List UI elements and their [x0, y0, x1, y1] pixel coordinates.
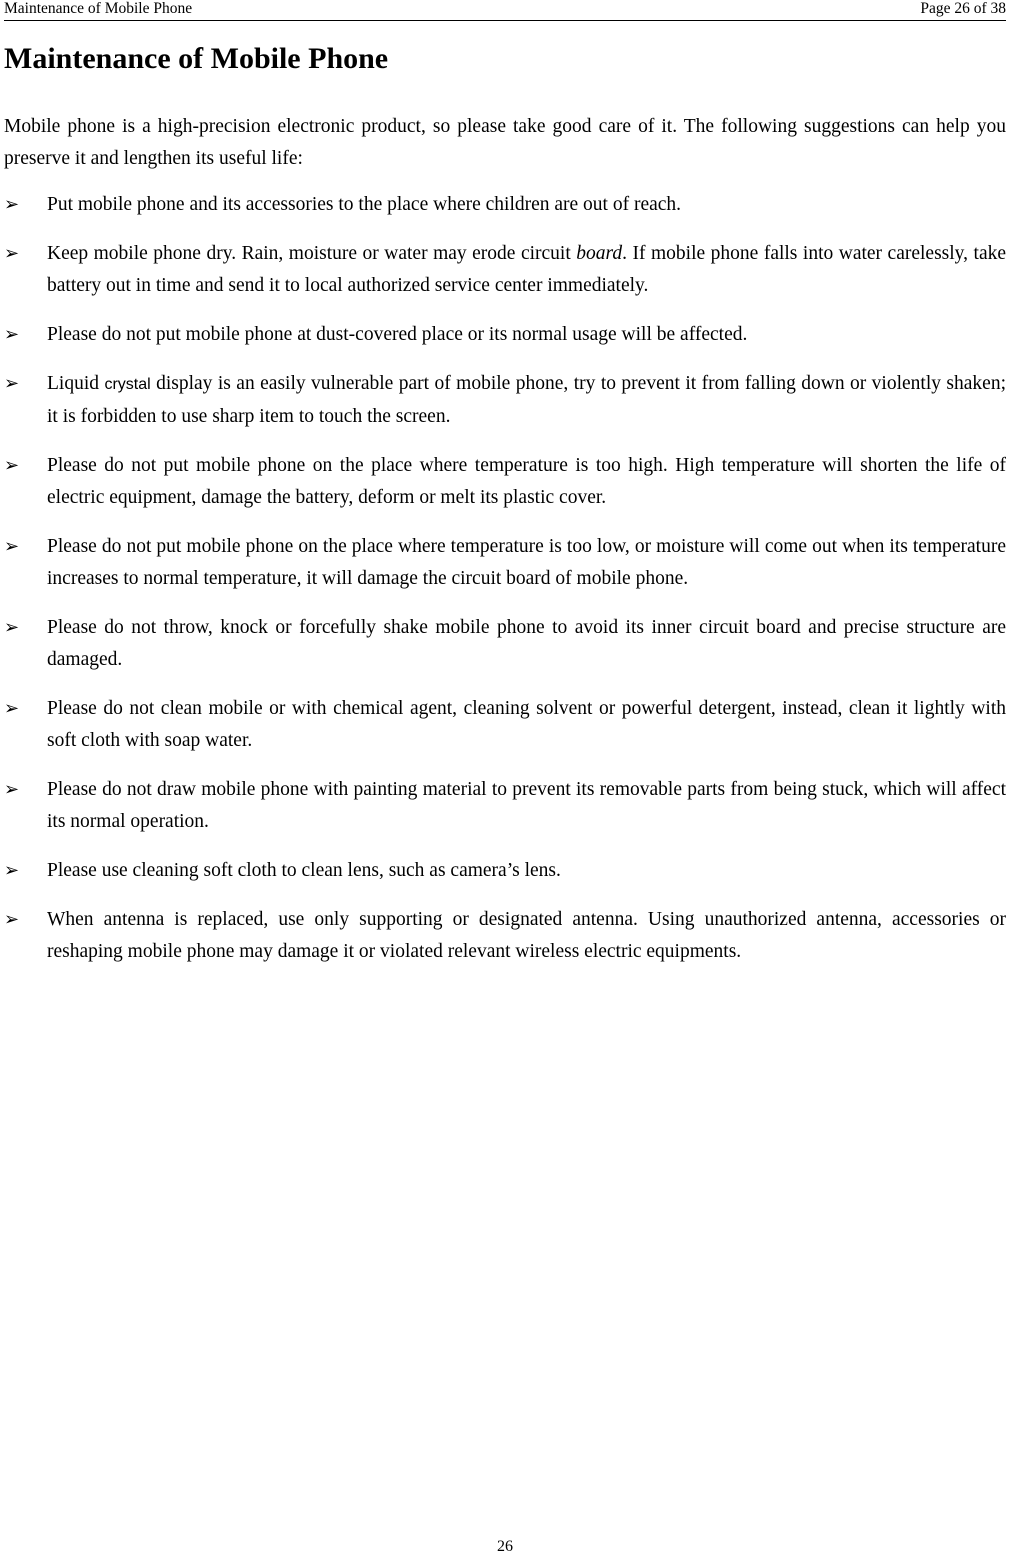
tip-text: Please do not clean mobile or with chemical agent, cleaning solvent or powerful detergent, instead, clean it lightly with soft cloth with soap water.	[47, 698, 1006, 751]
tip-text-part: Liquid	[47, 373, 105, 394]
tip-text: Please do not put mobile phone at dust-covered place or its normal usage will be affected.	[47, 324, 748, 345]
arrowhead-bullet-icon: ➢	[4, 779, 20, 800]
list-item	[4, 855, 1006, 887]
list-item	[4, 368, 1006, 433]
tip-text: Please use cleaning soft cloth to clean lens, such as camera’s lens.	[47, 860, 561, 881]
tip-text	[47, 373, 1006, 427]
tip-sans-word: crystal	[104, 376, 151, 393]
page-title: Maintenance of Mobile Phone	[4, 42, 389, 75]
intro-paragraph: Mobile phone is a high-precision electronic product, so please take good care of it. The following suggestions can help you preserve it and lengthen its useful life:	[4, 116, 1006, 169]
page-header	[4, 0, 1006, 21]
tip-text: Please do not draw mobile phone with painting material to prevent its removable parts from being stuck, which will affect its normal operation.	[47, 779, 1006, 832]
list-item	[4, 189, 1006, 221]
tip-text-part: Keep mobile phone dry. Rain, moisture or water may erode circuit	[47, 243, 577, 264]
list-item	[4, 319, 1006, 351]
arrowhead-bullet-icon: ➢	[4, 455, 20, 476]
tip-text: Please do not put mobile phone on the place where temperature is too low, or moisture will come out when its temperature increases to normal temperature, it will damage the circuit board of mobile phone.	[47, 536, 1006, 589]
list-item	[4, 693, 1006, 757]
running-title: Maintenance of Mobile Phone	[4, 0, 193, 17]
tip-text-part: display is an easily vulnerable part of mobile phone, try to prevent it from falling down or violently shaken; it is forbidden to use sharp item to touch the screen.	[47, 373, 1006, 427]
tip-text: Put mobile phone and its accessories to the place where children are out of reach.	[47, 194, 682, 215]
arrowhead-bullet-icon: ➢	[4, 536, 20, 557]
arrowhead-bullet-icon: ➢	[4, 909, 20, 930]
list-item	[4, 238, 1006, 302]
arrowhead-bullet-icon: ➢	[4, 243, 20, 264]
list-item	[4, 531, 1006, 595]
arrowhead-bullet-icon: ➢	[4, 617, 20, 638]
tip-text: When antenna is replaced, use only supporting or designated antenna. Using unauthorized antenna, accessories or reshaping mobile phone may damage it or violated relevant wireless electric equipments.	[47, 909, 1006, 962]
page-number: 26	[497, 1538, 513, 1555]
maintenance-tips-list	[4, 189, 1006, 985]
arrowhead-bullet-icon: ➢	[4, 324, 20, 345]
tip-text-part: . If mobile phone falls into water carelessly, take battery out in time and send it to local authorized service center immediately.	[47, 243, 1007, 296]
list-item	[4, 612, 1006, 676]
arrowhead-bullet-icon: ➢	[4, 194, 20, 215]
list-item	[4, 904, 1006, 968]
arrowhead-bullet-icon: ➢	[4, 373, 20, 394]
tip-text: Please do not throw, knock or forcefully shake mobile phone to avoid its inner circuit board and precise structure are damaged.	[47, 617, 1006, 670]
tip-text: Please do not put mobile phone on the place where temperature is too high. High temperature will shorten the life of electric equipment, damage the battery, deform or melt its plastic cover.	[47, 455, 1006, 508]
tip-text	[47, 243, 1006, 296]
list-item	[4, 774, 1006, 838]
arrowhead-bullet-icon: ➢	[4, 698, 20, 719]
page-label: Page 26 of 38	[920, 0, 1006, 17]
arrowhead-bullet-icon: ➢	[4, 860, 20, 881]
list-item	[4, 450, 1006, 514]
tip-emphasis: board	[576, 243, 623, 264]
